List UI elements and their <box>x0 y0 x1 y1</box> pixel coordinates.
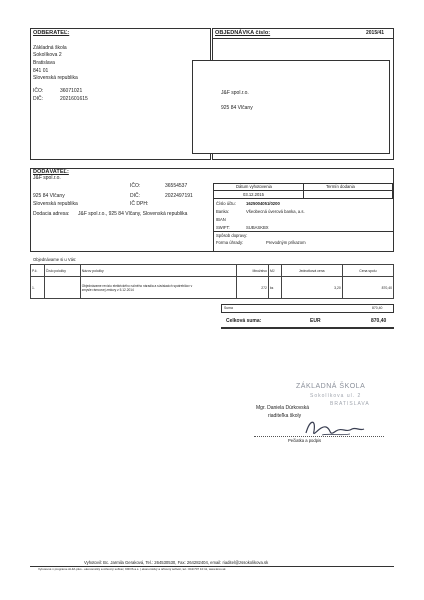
col-name: Názov položky <box>80 265 236 277</box>
account-value: 1625004051/0200 <box>246 201 280 206</box>
stamp-line2: Sokolíkova ul. 2 <box>310 393 362 399</box>
row-name-line2: zmysle rámcovej zmluvy z 5.12.2014 <box>81 287 134 292</box>
order-header-rule <box>212 38 394 39</box>
footer-line2: Vytvorené v programe ALFA plus - ekonomický a účtovný softvér, KROS a.s. | ekonomický a účtovný softvér, tel.: 041/707 10 11, www.kros.sk <box>38 567 226 571</box>
col-unit-price: Jednotková cena <box>281 265 342 277</box>
signature-line <box>254 436 384 437</box>
issued-value: 03.12.2015 <box>243 192 264 197</box>
dodavatel-name: J&F spol.r.o. <box>33 175 61 181</box>
supplier-street: Sokolíkova 2 <box>33 52 62 58</box>
signatory-role: riaditeľka školy <box>268 413 302 419</box>
supplier-header: ODBERATEĽ: <box>33 30 70 36</box>
supplier-city: Bratislava <box>33 60 55 66</box>
supplier-country: Slovenská republika <box>33 75 78 81</box>
account-label: Číslo účtu: <box>216 201 236 206</box>
supplier-ico-label: IČO: <box>33 88 44 94</box>
dodavatel-divider <box>213 199 214 252</box>
items-table <box>30 264 394 299</box>
row-pc: 1. <box>31 277 45 299</box>
col-pc: P.č. <box>31 265 45 277</box>
swift-value: SUBASKBX <box>246 225 269 230</box>
recipient-name: J&F spol.r.o. <box>221 90 249 96</box>
col-total: Cena spolu <box>342 265 393 277</box>
recipient-address: 925 84 Vlčany <box>221 105 253 111</box>
swift-label: SWIFT: <box>216 225 230 230</box>
row-name <box>80 277 236 299</box>
footer-line1: Vyhotovil: Bc. Jarmila Geraková, Tel.: 264530530, Fax: 264282404, email: riaditel@zssokolikova.sk <box>84 560 269 565</box>
due-label: Termín dodania <box>326 184 355 189</box>
table-row <box>31 277 394 299</box>
bank-rule <box>213 231 393 232</box>
payment-value: Prevodným príkazom <box>266 240 306 245</box>
supplier-zip: 841 01 <box>33 68 49 74</box>
dodavatel-ico: 36554537 <box>165 183 188 189</box>
issued-label: Dátum vyhotovenia <box>236 184 272 189</box>
col-item-no: Číslo položky <box>44 265 80 277</box>
dodavatel-header: DODÁVATEĽ: <box>33 169 69 175</box>
order-number: 2015/41 <box>366 30 385 36</box>
sign-label: Pečiatka a podpis <box>288 438 322 443</box>
items-header-row <box>31 265 394 277</box>
iban-label: IBAN <box>216 217 226 222</box>
row-unit: ks <box>268 277 281 299</box>
dates-rule <box>213 190 393 191</box>
signatory-name: Mgr. Daniela Dúrkovská <box>256 405 310 411</box>
dodavatel-city: 925 84 Vlčany <box>33 193 65 199</box>
row-unit-price: 3,20 <box>281 277 342 299</box>
supplier-ico: 36071021 <box>60 88 83 94</box>
dodavatel-country: Slovenská republika <box>33 201 78 207</box>
dodavatel-dic-label: DIČ: <box>130 193 140 199</box>
stamp-line1: ZÁKLADNÁ ŠKOLA <box>296 383 366 390</box>
grand-total-rule <box>221 327 394 329</box>
row-item-no <box>44 277 80 299</box>
col-qty: Množstvo <box>236 265 268 277</box>
order-header: OBJEDNÁVKA číslo: <box>215 30 271 36</box>
supplier-name: Základná škola <box>33 45 67 51</box>
payment-label: Forma úhrady: <box>216 240 244 245</box>
dodavatel-box <box>30 168 394 252</box>
delivery-address: J&F spol.r.o., 925 84 Vlčany, Slovenská republika <box>78 211 188 217</box>
sum-value: 870,40 <box>372 306 383 310</box>
supplier-dic: 2021601615 <box>60 96 88 102</box>
sum-label: Suma <box>224 306 233 310</box>
bank-label: Banka: <box>216 209 230 214</box>
row-total: 870,40 <box>342 277 393 299</box>
grand-total-label: Celková suma: <box>226 318 262 324</box>
supplier-dic-label: DIČ: <box>33 96 43 102</box>
dates-divider <box>303 183 304 199</box>
bank-value: Všeobecná úverová banka, a.s. <box>246 209 305 214</box>
row-qty: 272 <box>236 277 268 299</box>
items-intro: Objednávame si u Vás: <box>33 257 77 262</box>
sum-box <box>221 304 394 313</box>
stamp-line3: BRATISLAVA <box>330 401 370 407</box>
grand-total-currency: EUR <box>310 318 321 324</box>
delivery-label: Dodacia adresa: <box>33 211 70 217</box>
transport-label: Spôsob dopravy: <box>216 233 248 238</box>
row-name-line1: Objednávame revíziu elektrického ručného náradia a súvisiacich spotrebičov v <box>81 283 193 288</box>
grand-total-value: 870,40 <box>371 318 387 324</box>
dodavatel-dic: 2022497191 <box>165 193 193 199</box>
dodavatel-icdph-label: IČ DPH: <box>130 201 149 207</box>
dodavatel-ico-label: IČO: <box>130 183 141 189</box>
col-unit: MJ <box>268 265 281 277</box>
